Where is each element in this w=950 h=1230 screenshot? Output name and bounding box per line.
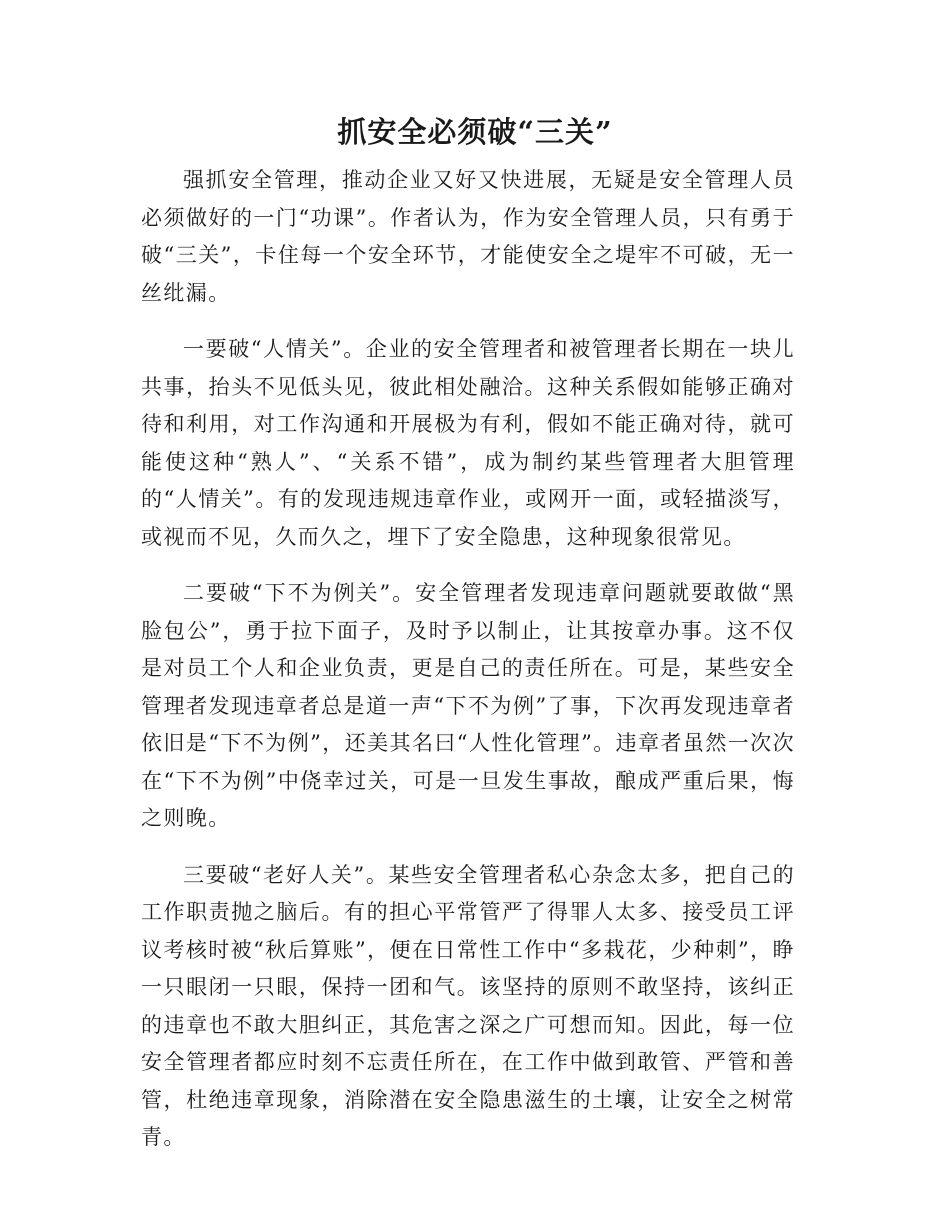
paragraph-xiabuweili-guan: 二要破“下不为例关”。安全管理者发现违章问题就要敢做“黑脸包公”，勇于拉下面子，及时予以制止，让其按章办事。这不仅是对员工个人和企业负责，更是自己的责任所在。可是，某些安全管理者发现违章者总是道一声“下不为例”了事，下次再发现违章者依旧是“下不为例”，还美其名曰“人性化管理”。违章者虽然一次次在“下不为例”中侥幸过关，可是一旦发生事故，酿成严重后果，悔之则晚。: [141, 581, 795, 830]
document-body: [141, 162, 795, 1176]
document-title: 抓安全必须破“三关”: [337, 115, 613, 149]
paragraph-intro: 强抓安全管理，推动企业又好又快进展，无疑是安全管理人员必须做好的一门“功课”。作者认为，作为安全管理人员，只有勇于破“三关”，卡住每一个安全环节，才能使安全之堤牢不可破，无一丝纰漏。: [141, 168, 795, 305]
paragraph-renqing-guan: 一要破“人情关”。企业的安全管理者和被管理者长期在一块儿共事，抬头不见低头见，彼此相处融洽。这种关系假如能够正确对待和利用，对工作沟通和开展极为有利，假如不能正确对待，就可能使这种“熟人”、“关系不错”，成为制约某些管理者大胆管理的“人情关”。有的发现违规违章作业，或网开一面，或轻描淡写，或视而不见，久而久之，埋下了安全隐患，这种现象很常见。: [141, 337, 795, 549]
paragraph-laohaoren-guan: 三要破“老好人关”。某些安全管理者私心杂念太多，把自己的工作职责抛之脑后。有的担心平常管严了得罪人太多、接受员工评议考核时被“秋后算账”，便在日常性工作中“多栽花，少种刺”，睁一只眼闭一只眼，保持一团和气。该坚持的原则不敢坚持，该纠正的违章也不敢大胆纠正，其危害之深之广可想而知。因此，每一位安全管理者都应时刻不忘责任所在，在工作中做到敢管、严管和善管，杜绝违章现象，消除潜在安全隐患滋生的土壤，让安全之树常青。: [141, 862, 795, 1149]
